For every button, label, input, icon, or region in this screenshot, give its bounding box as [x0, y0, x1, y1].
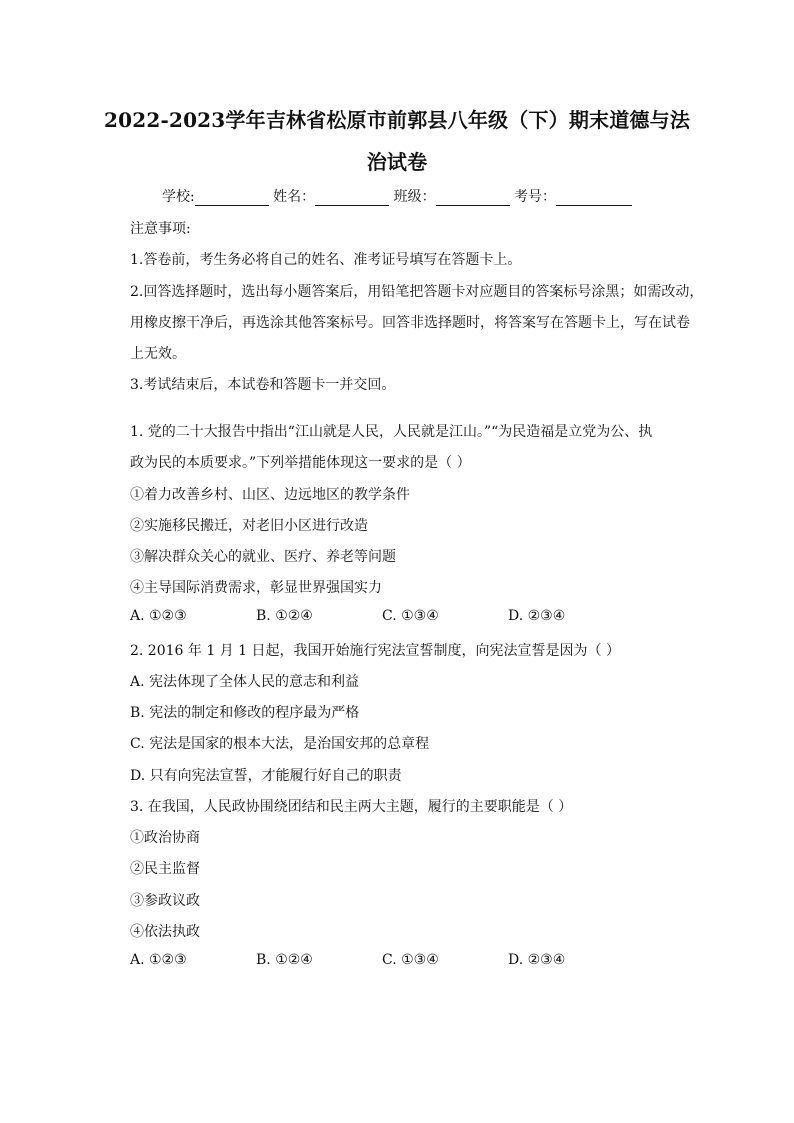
question-1-statement: ④主导国际消费需求，彰显世界强国实力 — [130, 580, 382, 596]
question-2-option: C. 宪法是国家的根本大法，是治国安邦的总章程 — [130, 736, 430, 752]
question-3-statement: ④依法执政 — [130, 924, 200, 940]
question-3-statement: ①政治协商 — [130, 830, 200, 846]
school-label: 学校: — [161, 189, 195, 205]
notice-item: 2.回答选择题时，选出每小题答案后，用铅笔把答题卡对应题目的答案标号涂黑；如需改动， — [130, 284, 704, 300]
option-c: C. ①③④ — [382, 952, 439, 968]
question-2-stem: 2. 2016 年 1 月 1 日起，我国开始施行宪法宣誓制度，向宪法宣誓是因为（ ） — [130, 643, 620, 659]
option-b: B. ①②④ — [256, 608, 313, 624]
class-label: 班级： — [393, 189, 436, 205]
option-a: A. ①②③ — [130, 952, 187, 968]
question-3-stem: 3. 在我国，人民政协围绕团结和民主两大主题，履行的主要职能是（ ） — [130, 799, 573, 815]
exam-number-blank — [556, 189, 632, 206]
notice-heading: 注意事项: — [130, 221, 191, 237]
exam-title-line2: 治试卷 — [366, 150, 428, 174]
notice-item: 用橡皮擦干净后，再选涂其他答案标号。回答非选择题时，将答案写在答题卡上，写在试卷 — [130, 315, 690, 331]
name-blank — [315, 189, 389, 206]
question-2-option: B. 宪法的制定和修改的程序最为严格 — [130, 705, 360, 721]
notice-item: 1.答卷前，考生务必将自己的姓名、准考证号填写在答题卡上。 — [130, 252, 522, 268]
option-d: D. ②③④ — [508, 608, 566, 624]
option-a: A. ①②③ — [130, 608, 187, 624]
question-2-option: A. 宪法体现了全体人民的意志和利益 — [130, 674, 360, 690]
notice-item: 3.考试结束后，本试卷和答题卡一并交回。 — [130, 377, 396, 393]
option-b: B. ①②④ — [256, 952, 313, 968]
question-2-option: D. 只有向宪法宣誓，才能履行好自己的职责 — [130, 768, 402, 784]
student-info-row — [0, 186, 794, 206]
question-1-statement: ②实施移民搬迁，对老旧小区进行改造 — [130, 518, 368, 534]
class-blank — [436, 189, 510, 206]
notice-item: 上无效。 — [130, 346, 186, 362]
exam-number-label: 考号： — [514, 189, 557, 205]
question-1-statement: ③解决群众关心的就业、医疗、养老等问题 — [130, 549, 396, 565]
question-3-statement: ②民主监督 — [130, 861, 200, 877]
name-label: 姓名： — [273, 189, 316, 205]
question-3-statement: ③参政议政 — [130, 893, 200, 909]
question-1-stem: 1. 党的二十大报告中指出“江山就是人民，人民就是江山。”“为民造福是立党为公、执 — [130, 424, 653, 440]
exam-title-line1: 2022-2023学年吉林省松原市前郭县八年级（下）期末道德与法 — [103, 108, 691, 132]
question-1-stem: 政为民的本质要求。”下列举措能体现这一要求的是（ ） — [130, 455, 471, 471]
question-1-statement: ①着力改善乡村、山区、边远地区的教学条件 — [130, 487, 410, 503]
option-d: D. ②③④ — [508, 952, 566, 968]
option-c: C. ①③④ — [382, 608, 439, 624]
school-blank — [195, 189, 269, 206]
